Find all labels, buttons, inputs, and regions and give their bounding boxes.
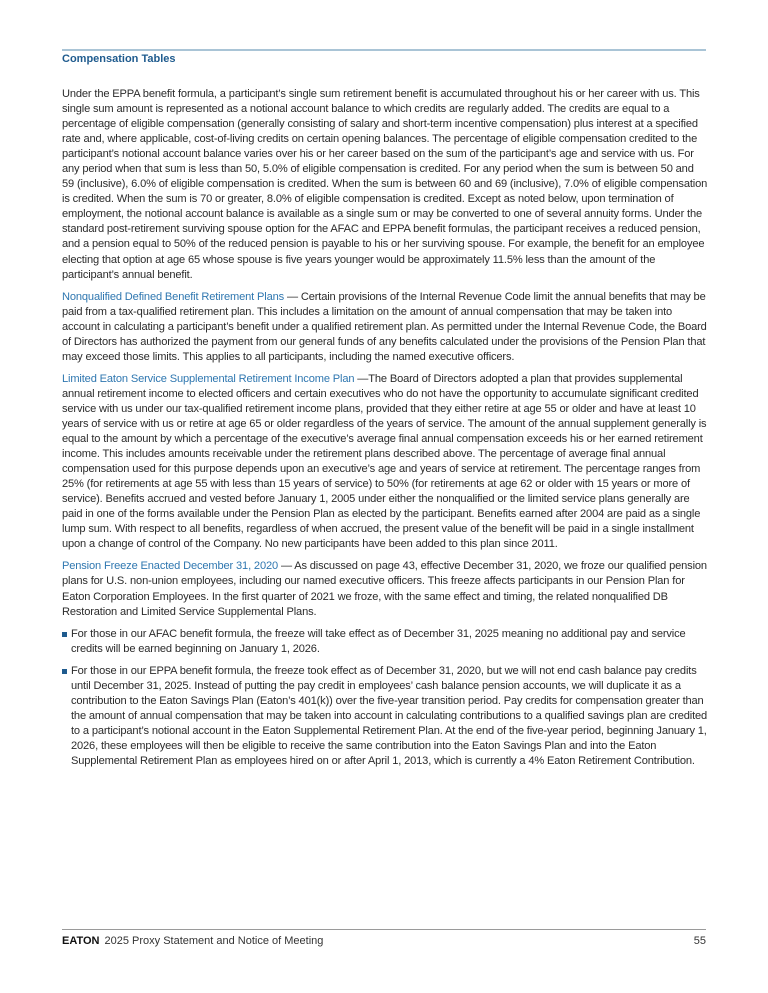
list-item (62, 627, 708, 657)
paragraph-eppa (62, 87, 708, 283)
paragraph-text: — As discussed on page 43, effective December 31, 2020, we froze our qualified pension plans for U.S. non-union employees, including our named executive officers. This freeze affects participants in our Pension Plan for Eaton Corporation Employees. In the first quarter of 2021 we froze, with the same effect and timing, the related nonqualified DB Restoration and Limited Service Supplemental Plans. (62, 560, 707, 618)
list-item-text: For those in our EPPA benefit formula, the freeze took effect as of December 31, 2020, but we will not end cash balance pay credits until December 31, 2025. Instead of putting the pay credit in employees’ cash balance pension accounts, we will duplicate it as a contribution to the Eaton Savings Plan (Eaton’s 401(k)) over the five-year transition period. Pay credits for compensation greater than the amount of annual compensation that may be taken into account in calculating contributions to a qualified savings plan are credited to a participant’s notional account in the Eaton Supplemental Retirement Plan. At the end of the five-year period, beginning January 1, 2026, these employees will then be eligible to receive the same contribution into the Eaton Savings Plan and into the Eaton Supplemental Retirement Plan as employees hired on or after April 1, 2013, which is currently a 4% Eaton Retirement Contribution. (71, 664, 708, 767)
section-title: Compensation Tables (62, 53, 176, 65)
paragraph-limited-service (62, 372, 708, 553)
paragraph-text: Under the EPPA benefit formula, a participant’s single sum retirement benefit is accumulated throughout his or her career with us. This single sum amount is represented as a notional account balance to which credits are regularly added. The credits are equal to a percentage of eligible compensation (generally consisting of salary and short-term incentive compensation) plus interest at a specified rate and, where applicable, cost-of-living credits on certain opening balances. The percentage of eligible compensation credited to the participant’s notional account balance varies over his or her career based on the sum of the participant’s age and service with us. For any period when that sum is less than 50, 5.0% of eligible compensation is credited. For any period when the sum is between 50 and 59 (inclusive), 6.0% of eligible compensation is credited. When the sum is between 60 and 69 (inclusive), 7.0% of eligible compensation is credited. When the sum is 70 or greater, 8.0% of eligible compensation is credited. Except as noted below, upon termination of employment, the notional account balance is available as a single sum or may be converted to one of several annuity forms. Under the standard post-retirement surviving spouse option for the AFAC and EPPA benefit formulas, the participant receives a reduced pension, and a pension equal to 50% of the reduced pension is payable to his or her surviving spouse. For example, the benefit for an employee electing that option at age 65 whose spouse is five years younger would be approximately 11.5% less than the amount of the participant’s annual benefit. (62, 88, 708, 281)
page-number: 55 (693, 935, 706, 947)
bullet-list (62, 627, 708, 769)
paragraph-text: — Certain provisions of the Internal Revenue Code limit the annual benefits that may be paid from a tax-qualified retirement plan. This includes a limitation on the amount of annual compensation that may be taken into account in calculating a participant’s benefit under a qualified retirement plan. As permitted under the Internal Revenue Code, the Board of Directors has authorized the payment from our general funds of any benefits calculated under the provisions of the Pension Plan that may exceed those limits. This applies to all participants, including the named executive officers. (62, 290, 707, 363)
document-body (62, 87, 708, 776)
header-rule (62, 49, 706, 51)
paragraph-lead: Limited Eaton Service Supplemental Retirement Income Plan (62, 372, 355, 385)
paragraph-pension-freeze (62, 559, 708, 619)
eaton-logo: EATON (62, 935, 100, 947)
footer-title: 2025 Proxy Statement and Notice of Meeting (104, 935, 324, 947)
list-item (62, 664, 708, 769)
square-bullet-icon (62, 669, 67, 674)
list-item-text: For those in our AFAC benefit formula, the freeze will take effect as of December 31, 2025 meaning no additional pay and service credits will be earned beginning on January 1, 2026. (71, 627, 686, 655)
page-footer (62, 935, 706, 947)
footer-rule (62, 929, 706, 930)
footer-left (62, 935, 323, 947)
paragraph-nonqualified (62, 290, 708, 365)
paragraph-text: —The Board of Directors adopted a plan that provides supplemental annual retirement income to elected officers and certain executives who do not have the opportunity to accumulate significant credited service with us under our tax-qualified retirement income plans, provided that they either retire at age 55 or older and have at least 10 years of service with us or retire at age 65 or older regardless of the years of service. The amount of the annual supplement generally is equal to the amount by which a percentage of the executive’s average final annual compensation exceeds his or her earned retirement income. This includes amounts receivable under the retirement plans described above. The percentage of average final annual compensation used for this purpose depends upon an executive’s age and years of service at retirement. The percentage ranges from 25% (for retirements at age 55 with less than 15 years of service) to 50% (for retirements at age 62 or older with 15 years or more of service). Benefits accrued and vested before January 1, 2005 under either the nonqualified or the limited service plans generally are paid in one of the forms available under the Pension Plan as elected by the participant. Benefits earned after 2004 are paid as a single lump sum. With respect to all benefits, regardless of when accrued, the present value of the benefit will be paid in a single installment upon a change of control of the Company. No new participants have been added to this plan since 2011. (62, 372, 707, 551)
paragraph-lead: Pension Freeze Enacted December 31, 2020 (62, 560, 279, 573)
paragraph-lead: Nonqualified Defined Benefit Retirement Plans (62, 290, 285, 303)
square-bullet-icon (62, 632, 67, 637)
